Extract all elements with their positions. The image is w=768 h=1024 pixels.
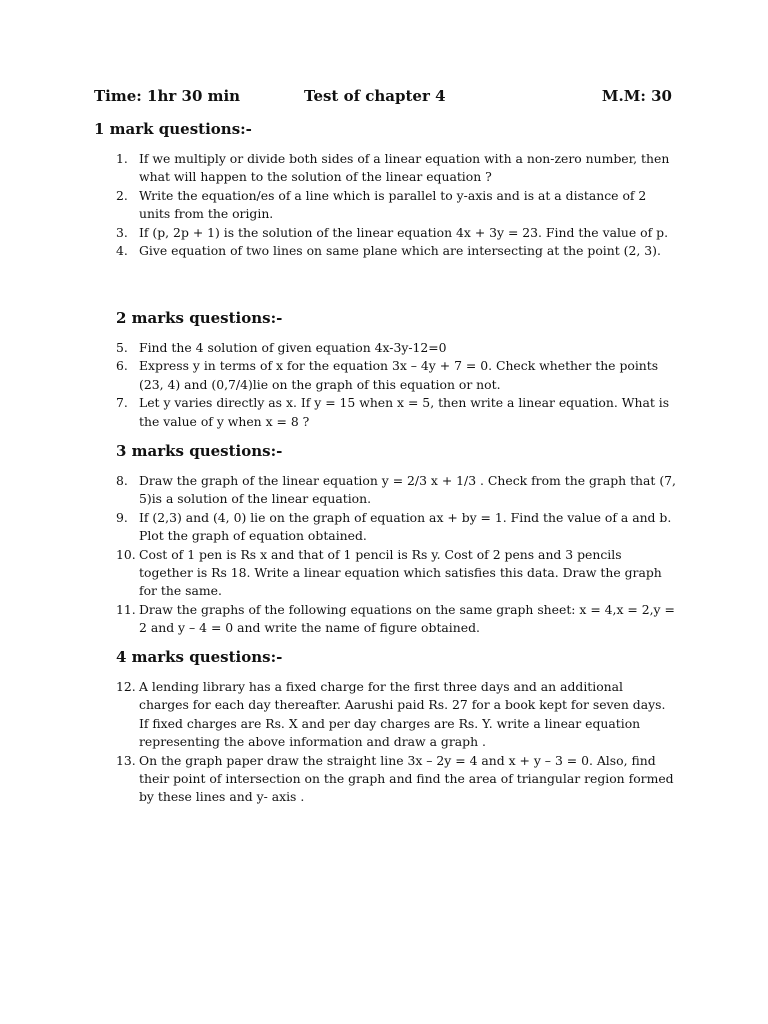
- question-text: If (p, 2p + 1) is the solution of the linear equation 4x + 3y = 23. Find the value of p.: [139, 224, 669, 240]
- time-label: Time: 1hr 30 min: [94, 87, 241, 105]
- question-item: [116, 472, 676, 509]
- question-number: 9.: [116, 509, 128, 525]
- question-number: 6.: [116, 358, 128, 374]
- question-text: Write the equation/es of a line which is parallel to y-axis and is at a distance of 2 units from the origin.: [139, 187, 647, 222]
- question-text: Cost of 1 pen is Rs x and that of 1 pencil is Rs y. Cost of 2 pens and 3 pencils together is Rs 18. Write a linear equation which satisfies this data. Draw the graph for the same.: [139, 546, 662, 599]
- question-list-2-marks: [116, 339, 676, 431]
- section-title-3-marks: 3 marks questions:-: [116, 442, 283, 460]
- question-number: 3.: [116, 224, 128, 240]
- question-number: 2.: [116, 187, 128, 203]
- question-number: 11.: [116, 601, 136, 617]
- question-item: [116, 752, 676, 807]
- question-item: [116, 242, 676, 260]
- question-text: Express y in terms of x for the equation 3x – 4y + 7 = 0. Check whether the points (23, 4) and (0,7/4)lie on the graph of this equation or not.: [139, 358, 659, 392]
- question-list-3-marks: [116, 472, 676, 638]
- question-number: 10.: [116, 546, 136, 562]
- section-title-2-marks: 2 marks questions:-: [116, 309, 283, 327]
- question-item: [116, 150, 676, 187]
- max-marks-label: M.M: 30: [601, 87, 672, 105]
- question-item: [116, 224, 676, 242]
- question-item: [116, 339, 676, 357]
- question-text: A lending library has a fixed charge for the first three days and an additional charges for each day thereafter. Aarushi paid Rs. 27 for a book kept for seven days. If fixed charges are Rs. X and per day charges are Rs. Y. write a linear equation representing the above information and draw a graph .: [139, 679, 666, 750]
- question-text: If (2,3) and (4, 0) lie on the graph of equation ax + by = 1. Find the value of a and b. Plot the graph of equation obtained.: [139, 509, 672, 544]
- question-item: [116, 394, 676, 431]
- question-number: 1.: [116, 151, 128, 166]
- question-item: [116, 509, 676, 546]
- paper-title: Test of chapter 4: [304, 87, 446, 105]
- question-item: [116, 357, 676, 394]
- question-text: On the graph paper draw the straight line 3x – 2y = 4 and x + y – 3 = 0. Also, find their point of intersection on the graph and find the area of triangular region formed by these lines and y- axis .: [139, 752, 674, 805]
- question-number: 4.: [116, 243, 128, 259]
- question-number: 8.: [116, 473, 128, 488]
- question-text: Let y varies directly as x. If y = 15 when x = 5, then write a linear equation. What is the value of y when x = 8 ?: [139, 395, 670, 429]
- question-text: Find the 4 solution of given equation 4x-3y-12=0: [139, 340, 447, 355]
- question-text: Draw the graphs of the following equations on the same graph sheet: x = 4,x = 2,y = 2 and y – 4 = 0 and write the name of figure obtained.: [139, 601, 675, 636]
- question-text: Give equation of two lines on same plane which are intersecting at the point (2, 3).: [139, 243, 661, 259]
- question-text: If we multiply or divide both sides of a linear equation with a non-zero number, then what will happen to the solution of the linear equation ?: [139, 151, 670, 185]
- question-list-1-mark: [116, 150, 676, 260]
- question-item: [116, 678, 676, 752]
- question-item: [116, 187, 676, 224]
- question-item: [116, 546, 676, 601]
- question-text: Draw the graph of the linear equation y = 2/3 x + 1/3 . Check from the graph that (7, 5)is a solution of the linear equation.: [139, 473, 676, 507]
- section-title-4-marks: 4 marks questions:-: [116, 648, 283, 666]
- section-title-1-mark: 1 mark questions:-: [94, 120, 252, 138]
- paper-header: [94, 87, 672, 109]
- question-item: [116, 601, 676, 638]
- question-number: 5.: [116, 340, 128, 355]
- question-number: 13.: [116, 752, 136, 768]
- question-number: 7.: [116, 395, 128, 411]
- question-number: 12.: [116, 679, 136, 694]
- question-list-4-marks: [116, 678, 676, 807]
